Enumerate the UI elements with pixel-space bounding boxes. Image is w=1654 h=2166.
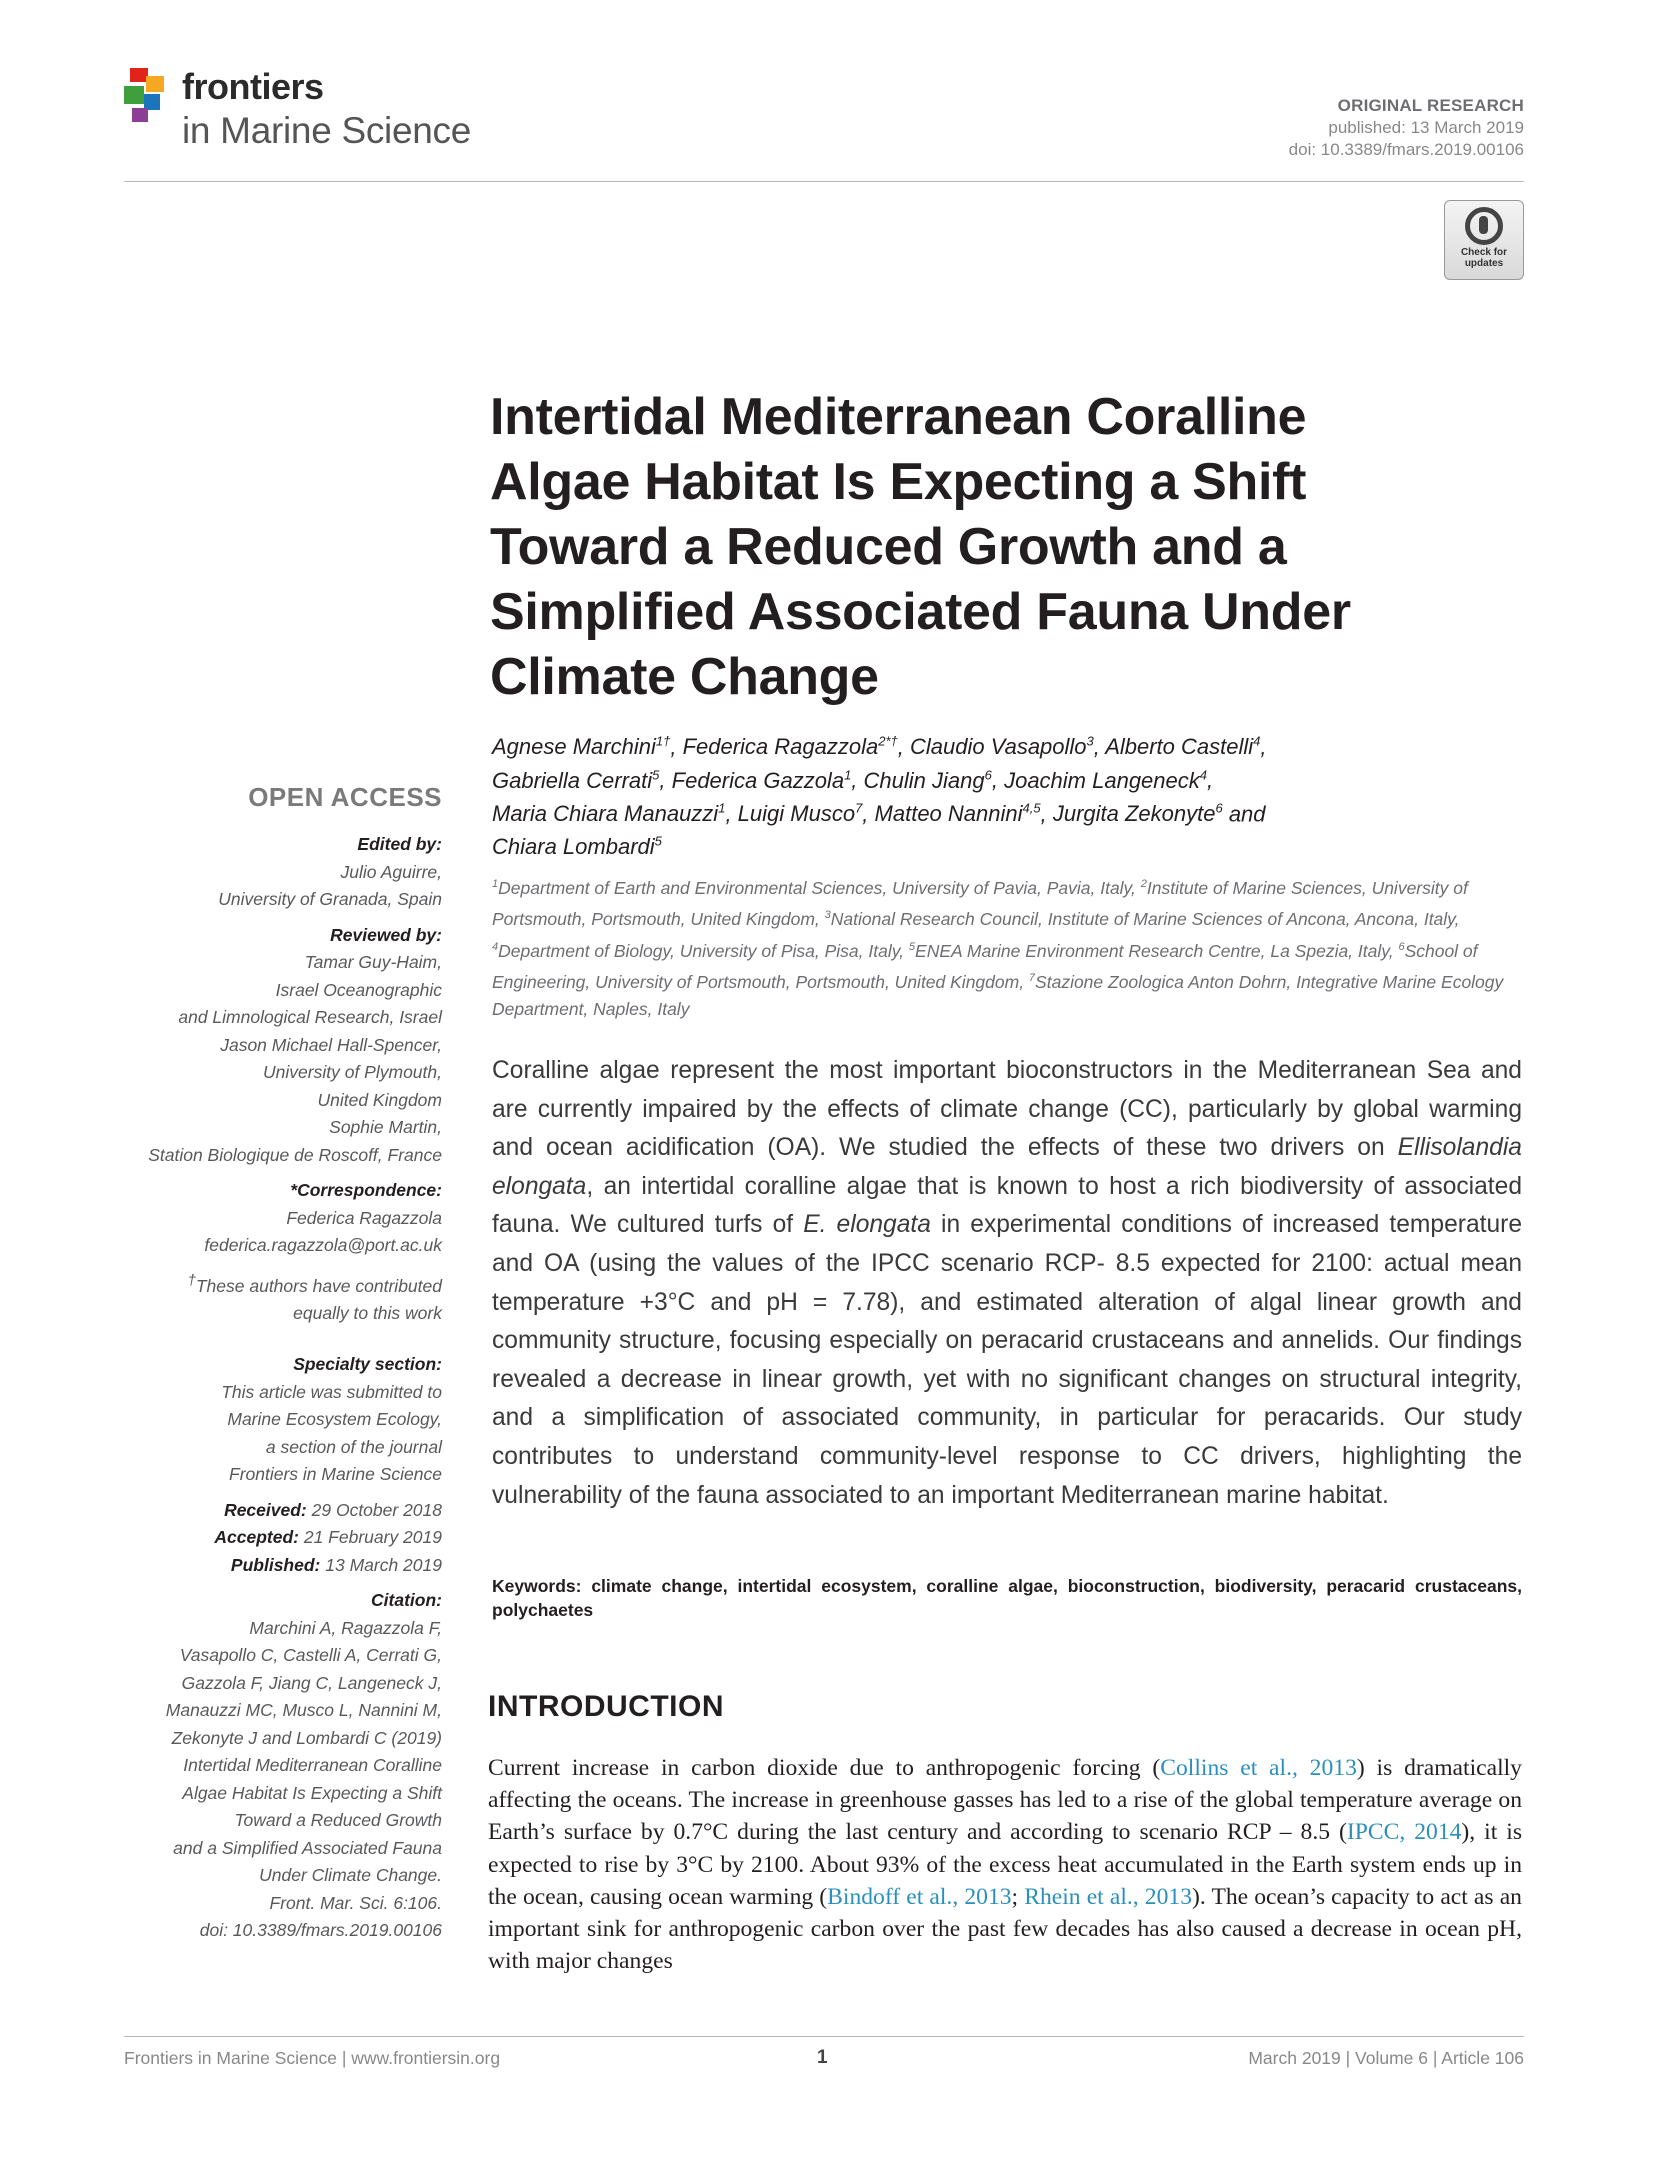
reviewer-line: Tamar Guy-Haim, <box>304 952 442 972</box>
citation-label: Citation: <box>371 1590 442 1611</box>
affiliation: National Research Council, Institute of Marine Sciences of Ancona, Ancona, Italy, <box>830 909 1460 930</box>
keywords-label: Keywords: <box>492 1576 582 1596</box>
edited-by-label: Edited by: <box>357 834 442 854</box>
citation-doi[interactable]: doi: 10.3389/fmars.2019.00106 <box>199 1920 442 1941</box>
specialty-line: Marine Ecosystem Ecology, <box>227 1409 442 1430</box>
article-title <box>490 385 1530 710</box>
author[interactable]: Alberto Castelli$^4$ <box>1105 734 1261 760</box>
citation-line: Vasapollo C, Castelli A, Cerrati G, <box>179 1645 442 1666</box>
title-line: Climate Change <box>490 648 879 706</box>
title-line: Intertidal Mediterranean Coralline <box>490 388 1307 446</box>
editor-affiliation: University of Granada, Spain <box>218 889 442 909</box>
journal-logo <box>124 66 504 176</box>
specialty-section-label: Specialty section: <box>293 1354 442 1375</box>
affiliations: $^1$Department of Earth and Environmental Sciences, University of Pavia, Pavia, Italy, $^2$Institute of Marine Sciences, University of Portsmouth, Portsmouth, United Kingdom, $^3$National Research Council, Institute of Marine Sciences of Ancona, Ancona, Italy, $^4$Department of Biology, University of Pisa, Pisa, Italy, $^5$ENEA Marine Environment Research Centre, La Spezia, Italy, $^6$School of Engineering, University of Portsmouth, Portsmouth, United Kingdom, $^7$Stazione Zoologica Anton Dohrn, Integrative Marine Ecology Department, Naples, Italy <box>492 877 1504 1020</box>
logo-wordmark: frontiers <box>182 66 324 107</box>
editor-name: Julio Aguirre, <box>340 861 442 882</box>
reviewer-line: Sophie Martin, <box>329 1117 442 1137</box>
citation-link[interactable]: Bindoff et al., 2013 <box>827 1883 1012 1910</box>
author[interactable]: Maria Chiara Manauzzi$^1$ <box>492 800 726 826</box>
specialty-line: This article was submitted to <box>221 1381 442 1402</box>
published-date: published: 13 March 2019 <box>1328 118 1524 137</box>
affiliation: Department of Earth and Environmental Sciences, University of Pavia, Pavia, Italy, <box>498 877 1141 898</box>
author[interactable]: Federica Ragazzola$^{2*\dagger}$ <box>682 734 898 760</box>
author[interactable]: Claudio Vasapollo$^3$ <box>910 734 1094 760</box>
reviewer-line: Station Biologique de Roscoff, France <box>148 1144 442 1165</box>
author[interactable]: Chulin Jiang$^6$ <box>863 767 992 793</box>
author[interactable]: Chiara Lombardi$^5$ <box>492 833 662 860</box>
introduction-paragraph: Current increase in carbon dioxide due to anthropogenic forcing (Collins et al., 2013) is dramatically affecting the oceans. The increase in greenhouse gasses has led to a rise of the global temperature average on Earth’s surface by 0.7°C during the last century and according to scenario RCP – 8.5 (IPCC, 2014), it is expected to rise by 3°C by 2100. About 93% of the excess heat accumulated in the Earth system ends up in the ocean, causing ocean warming (Bindoff et al., 2013; Rhein et al., 2013). The ocean’s capacity to act as an important sink for anthropogenic carbon over the past few decades has also caused a decrease in ocean pH, with major changes <box>488 1755 1523 1975</box>
species-name: Ellisolandia elongata <box>492 1134 1522 1200</box>
sidebar <box>100 782 442 1945</box>
reviewer-line: University of Plymouth, <box>263 1062 442 1082</box>
reviewed-by-label: Reviewed by: <box>330 924 442 945</box>
species-name: E. elongata <box>803 1211 931 1239</box>
journal-name: in Marine Science <box>182 110 471 151</box>
author[interactable]: Joachim Langeneck$^4$ <box>1004 767 1207 793</box>
correspondence-email[interactable]: federica.ragazzola@port.ac.uk <box>204 1235 442 1255</box>
reviewer-line: United Kingdom <box>317 1089 442 1110</box>
badge-label-1: Check for <box>1460 247 1508 258</box>
affiliation: ENEA Marine Environment Research Centre, La Spezia, Italy, <box>915 940 1399 961</box>
author[interactable]: Agnese Marchini$^{1\dagger}$ <box>492 734 671 760</box>
page-number: 1 <box>817 2047 828 2068</box>
abstract: Coralline algae represent the most important bioconstructors in the Mediterranean Sea and are currently impaired by the effects of climate change (CC), particularly by global warming and ocean acidification (OA). We studied the effects of these two drivers on Ellisolandia elongata, an intertidal coralline algae that is known to host a rich biodiversity of associated fauna. We cultured turfs of E. elongata in experimental conditions of increased temperature and OA (using the values of the IPCC scenario RCP- 8.5 expected for 2100: actual mean temperature +3°C and pH = 7.78), and estimated alteration of algal linear growth and community structure, focusing especially on peracarid crustaceans and annelids. Our findings revealed a decrease in linear growth, yet with no significant changes on structural integrity, and a simplification of associated community, in particular for peracarids. Our study contributes to understand community-level response to CC drivers, highlighting the vulnerability of the fauna associated to an important Mediterranean marine habitat. <box>492 1057 1523 1509</box>
article-type: ORIGINAL RESEARCH <box>1337 96 1524 115</box>
citation-line: Algae Habitat Is Expecting a Shift <box>182 1782 442 1803</box>
author[interactable]: Luigi Musco$^7$ <box>737 800 863 826</box>
citation-link[interactable]: Collins et al., 2013 <box>1160 1755 1357 1781</box>
citation-link[interactable]: IPCC, 2014 <box>1346 1819 1462 1846</box>
title-line: Algae Habitat Is Expecting a Shift <box>490 453 1307 511</box>
article-meta <box>1289 96 1524 160</box>
reviewer-line: Israel Oceanographic <box>275 979 442 1000</box>
affiliation: Department of Biology, University of Pisa, Pisa, Italy, <box>498 940 909 961</box>
specialty-line: a section of the journal <box>265 1436 442 1457</box>
equal-contribution-note: †These authors have contributed <box>187 1272 442 1296</box>
affiliation: Institute of Marine Sciences, University of Portsmouth, Portsmouth, United Kingdom, <box>492 877 1468 930</box>
open-access-label: OPEN ACCESS <box>248 782 442 812</box>
doi-link[interactable]: doi: 10.3389/fmars.2019.00106 <box>1288 140 1524 159</box>
author[interactable]: Gabriella Cerrati$^5$ <box>492 767 660 793</box>
author[interactable]: Matteo Nannini$^{4,5}$ <box>874 800 1041 826</box>
keywords-values: climate change, intertidal ecosystem, coralline algae, bioconstruction, biodiversity, peracarid crustaceans, polychaetes <box>492 1576 1522 1620</box>
badge-label-2: updates <box>1464 258 1504 269</box>
title-line: Simplified Associated Fauna Under <box>490 583 1351 641</box>
citation-line: Manauzzi MC, Musco L, Nannini M, <box>165 1700 442 1721</box>
footer-divider <box>124 2036 1524 2037</box>
affiliation: Stazione Zoologica Anton Dohrn, Integrative Marine Ecology Department, Naples, Italy <box>492 971 1504 1020</box>
footer-journal[interactable]: Frontiers in Marine Science | www.frontiersin.org <box>124 2048 501 2068</box>
citation-line: and a Simplified Associated Fauna <box>173 1837 442 1858</box>
title-line: Toward a Reduced Growth and a <box>490 518 1287 576</box>
citation-line: Marchini A, Ragazzola F, <box>249 1617 442 1638</box>
published-date-sidebar: Published: 13 March 2019 <box>230 1554 442 1575</box>
specialty-line: Frontiers in Marine Science <box>229 1464 442 1485</box>
reviewer-line: and Limnological Research, Israel <box>178 1007 442 1027</box>
citation-link[interactable]: Rhein et al., 2013 <box>1024 1883 1192 1910</box>
footer-issue: March 2019 | Volume 6 | Article 106 <box>1248 2048 1524 2068</box>
author-list: Agnese Marchini$^{1\dagger}$, Federica Ragazzola$^{2*\dagger}$, Claudio Vasapollo$^3$, Alberto Castelli$^4$, Gabriella Cerrati$^5$, Federica Gazzola$^1$, Chulin Jiang$^6$, Joachim Langeneck$^4$, Maria Chiara Manauzzi$^1$, Luigi Musco$^7$, Matteo Nannini$^{4,5}$, Jurgita Zekonyte$^6$ and Chiara Lombardi$^5$ <box>492 734 1267 860</box>
frontiers-logo-icon <box>124 68 178 128</box>
keywords <box>492 1574 1522 1622</box>
author[interactable]: Jurgita Zekonyte$^6$ <box>1052 800 1223 826</box>
check-for-updates-button[interactable] <box>1444 200 1524 280</box>
section-heading-introduction: INTRODUCTION <box>488 1690 724 1723</box>
affiliation: School of Engineering, University of Portsmouth, Portsmouth, United Kingdom, <box>492 940 1478 992</box>
crossmark-icon <box>1465 207 1503 245</box>
header-divider <box>124 181 1524 182</box>
citation-line: Toward a Reduced Growth <box>234 1810 442 1831</box>
accepted-date: Accepted: 21 February 2019 <box>214 1527 442 1548</box>
author[interactable]: Federica Gazzola$^1$ <box>671 767 852 793</box>
received-date: Received: 29 October 2018 <box>224 1499 442 1520</box>
citation-line: Gazzola F, Jiang C, Langeneck J, <box>181 1672 442 1693</box>
citation-line: Intertidal Mediterranean Coralline <box>183 1755 442 1776</box>
reviewer-line: Jason Michael Hall-Spencer, <box>220 1034 442 1055</box>
citation-line: Under Climate Change. <box>259 1865 442 1886</box>
correspondence-name: Federica Ragazzola <box>286 1207 442 1228</box>
equal-contribution-note: equally to this work <box>293 1302 442 1323</box>
correspondence-label: *Correspondence: <box>290 1180 442 1200</box>
citation-line: Zekonyte J and Lombardi C (2019) <box>171 1727 442 1748</box>
citation-line: Front. Mar. Sci. 6:106. <box>269 1892 442 1913</box>
